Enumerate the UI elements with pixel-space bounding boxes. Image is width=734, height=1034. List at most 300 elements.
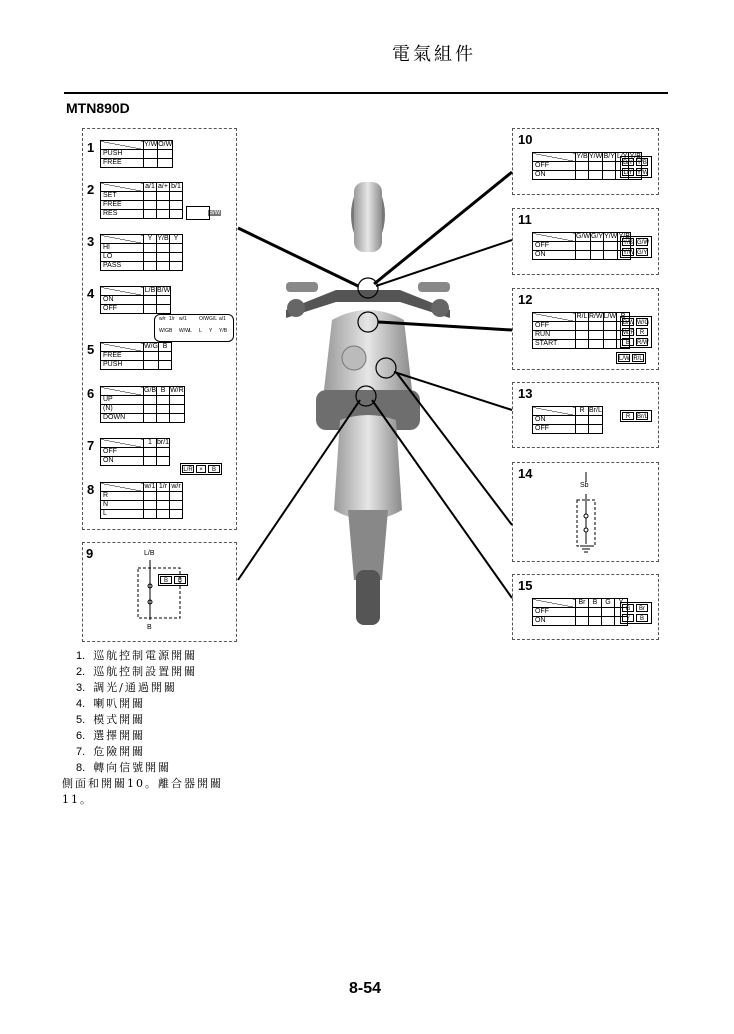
table-cell [144,305,157,314]
table-header-row [101,183,183,192]
legend-text: 模式開關 [93,713,146,726]
table-corner [101,387,144,396]
switch-position-label: ON [101,457,144,466]
table-cell [603,322,616,331]
box-number: 6 [87,386,95,401]
table-cell [157,501,170,510]
connector-pin: Y [209,328,213,334]
connector-pin: B/W [623,320,635,326]
table-cell [157,414,170,423]
table-cell [170,510,183,519]
table-corner [101,343,144,352]
connector-pin: G/W [637,240,649,246]
box-number: 1 [87,140,95,155]
legend-text: 調光/通過開關 [93,681,177,694]
connector-secondary [616,352,646,364]
table-corner [533,233,576,242]
legend-number: 4. [76,698,86,710]
connector-pin: L/W [619,356,630,362]
switch-position-label: OFF [533,322,576,331]
table-cell [576,416,589,425]
table-cell [170,210,183,219]
table-row [533,242,631,251]
wire-color-header: B [617,313,630,322]
wire-color-header: B [159,343,172,352]
connector-7-pin: × [196,465,206,473]
wire-color-header: Y/B [618,233,630,240]
wire-color-header: L/B [144,287,156,294]
table-cell [144,510,157,519]
wire-color-header: Y/W [589,153,603,160]
connector-pin: w/r [159,316,166,322]
page-title: 電氣組件 [392,44,476,65]
connector [620,602,652,624]
table-row [101,150,173,159]
connector-pin: Y/W [637,170,649,176]
table-row [101,159,173,168]
table-cell [159,352,172,361]
table-row [101,262,183,271]
wire-color-header: Y/W [144,141,158,148]
table-row [101,396,185,405]
connector-7-pin: B [208,465,220,473]
wire-color-header: Y/B [157,235,169,242]
connector [620,410,652,422]
legend-number: 3. [76,682,86,694]
table-cell [576,331,589,340]
table-header-row [101,343,172,352]
table-row [101,244,183,253]
wire-color-header: B/W [157,287,171,294]
switch-position-label: N [101,501,144,510]
table-row [101,305,171,314]
page-number: 8-54 [349,980,382,997]
table-cell [144,296,157,305]
switch-position-label: ON [533,251,576,260]
legend-number: 6. [76,730,86,742]
table-cell [576,251,591,260]
connector-pin: Y [622,614,634,622]
table-cell [589,617,602,626]
table-row [101,296,171,305]
switch-position-label: FREE [101,159,144,168]
switch-position-label: ON [533,416,576,425]
table-row [533,617,628,626]
legend-item [76,744,223,760]
table-corner [101,483,144,492]
table-cell [144,159,158,168]
table-cell [576,242,591,251]
table-cell [157,457,170,466]
table-cell [170,192,183,201]
table-cell [157,305,171,314]
box-number: 4 [87,286,95,301]
connector-pin: Y/W [623,250,635,256]
box-number: 2 [87,182,95,197]
box-9-number: 9 [86,546,94,561]
table-cell [576,617,589,626]
table-cell [576,322,589,331]
box-number: 14 [518,466,533,481]
table-cell [576,340,589,349]
switch-position-label: ON [101,296,144,305]
legend-item [76,728,223,744]
switch-position-label: RES [101,210,144,219]
box-number: 11 [518,212,532,227]
table-cell [589,340,604,349]
switch-position-label: OFF [533,162,576,171]
table-cell [603,331,616,340]
table-cell [589,608,602,617]
legend-item [76,680,223,696]
table-header-row [101,141,173,150]
box-number: 5 [87,342,95,357]
switch-table [100,438,170,466]
legend-item [76,760,223,776]
box-number: 3 [87,234,95,249]
wire-color-header: L/Y [616,153,628,160]
switch-position-label: PASS [101,262,144,271]
model-label: MTN890D [66,100,130,116]
table-row [101,192,183,201]
switch-table [100,386,185,423]
table-cell [589,425,603,434]
legend-item [76,712,223,728]
wire-color-header: w/1 [144,483,156,490]
table-cell [144,396,157,405]
connector-pin: Y/B [637,160,647,166]
table-row [101,352,172,361]
wire-color-header: Br/L [589,407,602,414]
table-cell [157,192,170,201]
connector-pin: Br [636,604,648,612]
connector-pin: w/1 [179,316,187,322]
table-corner [101,183,144,192]
table-row [533,425,603,434]
wire-color-header: O/W [158,141,173,148]
table-header-row [101,387,185,396]
connector [620,316,652,348]
box-9-bottom-label: B [147,624,152,631]
connector-pin: G/L [209,316,218,322]
switch-position-label: LO [101,253,144,262]
table-cell [157,510,170,519]
table-cell [157,244,170,253]
table-cell [576,162,589,171]
switch-position-label: L [101,510,144,519]
wire-color-header: W/R [170,387,184,394]
legend-text: 轉向信號開關 [93,761,172,774]
switch-position-label: R [101,492,144,501]
connector-pin: W/R [623,330,635,336]
legend [62,648,223,808]
table-header-row [533,407,603,416]
connector-pin: 1/r [169,316,175,322]
table-row [101,210,183,219]
switch-position-label: DOWN [101,414,144,423]
legend-item [76,648,223,664]
table-cell [144,448,157,457]
table-cell [144,405,157,414]
connector-pin: B [169,328,173,334]
table-row [101,501,183,510]
wire-color-header: B/Y [603,153,615,160]
wire-color-header: G/Y [591,233,604,240]
table-header-row [533,313,630,322]
table-header-row [101,235,183,244]
table-row [533,251,631,260]
wire-color-header: G/B [144,387,157,394]
connector-7-pin: L/R [183,467,193,473]
table-cell [170,244,183,253]
table-row [101,414,185,423]
connector-pin: Y/B [219,328,228,334]
table-header-row [101,483,183,492]
table-cell [144,244,157,253]
table-corner [533,153,576,162]
wire-color-header: R/L [576,313,588,320]
table-row [101,405,185,414]
wire-color-header: G [602,599,615,608]
table-cell [144,150,158,159]
header-rule [64,92,668,94]
legend-text: 危險開關 [93,745,146,758]
table-cell [170,492,183,501]
switch-position-label: UP [101,396,144,405]
legend-number: 8. [76,762,86,774]
wire-color-header: B [589,599,602,608]
switch-table [532,598,628,626]
connector-pin: L [199,328,202,334]
table-row [533,331,630,340]
switch-table [100,482,183,519]
table-row [101,361,172,370]
switch-position-label: OFF [533,608,576,617]
wire-color-header: R/W [589,313,603,320]
table-cell [604,251,618,260]
legend-number: 2. [76,666,86,678]
connector-pin: Y/B [623,240,633,246]
box-14-switch-symbol [572,472,600,556]
table-corner [533,313,576,322]
legend-number: 1. [76,650,86,662]
switch-position-label: HI [101,244,144,253]
box-number: 8 [87,482,95,497]
box-number: 13 [518,386,533,401]
table-cell [144,501,157,510]
wire-color-header: Y/B [576,153,588,160]
legend-note: 側面和開關10。離合器開關 [62,777,223,790]
connector-pin: O/W [199,316,209,322]
table-cell [591,242,604,251]
box-9-switch-symbol [136,560,186,622]
switch-position-label: PUSH [101,150,144,159]
wire-color-header: W/G [144,343,158,350]
table-cell [589,322,604,331]
switch-position-label: FREE [101,352,144,361]
box-number: 7 [87,438,95,453]
connector-2-label: B/W [209,210,221,216]
table-row [101,492,183,501]
table-cell [170,501,183,510]
legend-text: 喇叭開關 [93,697,146,710]
connector-pin: W/G [159,328,169,334]
wire-color-header: L/W [603,313,617,320]
wire-color-header: Y [144,235,157,244]
legend-note: 11。 [62,793,93,806]
box-9-pin: B [160,576,172,584]
connector-pin: B/Y [623,160,633,166]
table-cell [576,425,589,434]
table-cell [144,253,157,262]
connector-pin: W/G [637,320,649,326]
table-cell [157,396,170,405]
table-header-row [101,439,170,448]
wire-color-header: br/1 [157,439,170,446]
connector-pin: G [622,604,634,612]
table-cell [144,192,157,201]
table-cell [144,352,159,361]
table-cell [603,162,616,171]
switch-position-label: SET [101,192,144,201]
table-row [533,416,603,425]
switch-position-label: ON [533,617,576,626]
connector-pin: a/1 [219,316,226,322]
wire-color-header: 1 [144,439,157,448]
table-cell [144,210,157,219]
switch-table [532,232,631,260]
connector-pin: L [189,328,192,334]
switch-position-label: RUN [533,331,576,340]
legend-text: 巡航控制設置開關 [93,665,198,678]
table-row [533,608,628,617]
switch-position-label: START [533,340,576,349]
table-cell [589,331,604,340]
table-cell [157,296,171,305]
table-row [101,201,183,210]
table-header-row [533,599,628,608]
connector-pin: G/Y [637,250,648,256]
wire-color-header: w/r [171,483,181,490]
table-header-row [101,287,171,296]
connector-pin: L/Y [623,170,633,176]
switch-position-label: OFF [101,305,144,314]
connector-pin: B [622,338,634,346]
switch-position-label: OFF [533,425,576,434]
box-number: 12 [518,292,533,307]
table-cell [603,340,616,349]
wire-color-header: Y/W [604,233,618,240]
table-cell [603,171,616,180]
table-cell [144,492,157,501]
wire-color-header: Y [615,599,628,608]
switch-table [532,406,603,434]
legend-number: 5. [76,714,86,726]
table-row [533,340,630,349]
table-row [101,253,183,262]
table-corner [101,141,144,150]
table-cell [144,262,157,271]
wire-color-header: a/+ [158,183,168,190]
table-cell [602,617,615,626]
legend-item [76,664,223,680]
table-corner [101,439,144,448]
switch-position-label: FREE [101,201,144,210]
box-number: 15 [518,578,533,593]
table-row [101,457,170,466]
table-cell [157,201,170,210]
switch-table [100,234,183,271]
wire-color-header: R [576,407,589,416]
switch-table [100,182,183,219]
motorcycle-diagram [236,120,514,640]
wire-color-header: 1/r [157,483,170,492]
box-number: 10 [518,132,533,147]
table-corner [533,407,576,416]
table-cell [157,492,170,501]
table-cell [576,608,589,617]
box-9-top-label: L/B [144,550,155,557]
wire-color-header: G/W [576,233,590,240]
connector-pin: R/L [633,356,643,362]
table-cell [157,253,170,262]
table-cell [591,251,604,260]
wire-color-header: Y [170,235,183,244]
table-cell [157,262,170,271]
wire-color-header: Br [576,599,589,608]
switch-table [532,312,630,349]
table-cell [157,405,170,414]
table-cell [170,262,183,271]
box-9-pin: B [174,576,186,584]
table-cell [144,414,157,423]
connector-7 [180,463,222,475]
switch-position-label: (N) [101,405,144,414]
switch-position-label: ON [533,171,576,180]
switch-position-label: OFF [533,242,576,251]
table-cell [144,201,157,210]
wire-color-header: b/1 [171,183,181,190]
connector-pin: R [622,412,634,420]
legend-text: 巡航控制電源開關 [93,649,198,662]
legend-number: 7. [76,746,86,758]
table-cell [589,162,603,171]
connector-2-body [186,206,210,220]
handlebar-connector-left [154,314,234,342]
table-row [101,448,170,457]
table-cell [157,448,170,457]
switch-position-label: PUSH [101,361,144,370]
table-cell [170,414,185,423]
connector [620,156,652,178]
wire-color-header: a/1 [145,183,155,190]
legend-text: 選擇開關 [93,729,146,742]
switch-table [100,140,173,168]
table-cell [158,150,173,159]
box-14-label: Sb [580,482,589,489]
table-corner [101,235,144,244]
table-row [533,322,630,331]
connector-pin: R [636,328,648,336]
table-cell [144,457,157,466]
table-cell [576,171,589,180]
table-cell [589,171,603,180]
table-cell [144,361,159,370]
connector-pin: R/W [637,340,649,346]
connector-pin: Br/L [637,414,649,420]
switch-table [100,286,171,314]
table-cell [589,416,603,425]
